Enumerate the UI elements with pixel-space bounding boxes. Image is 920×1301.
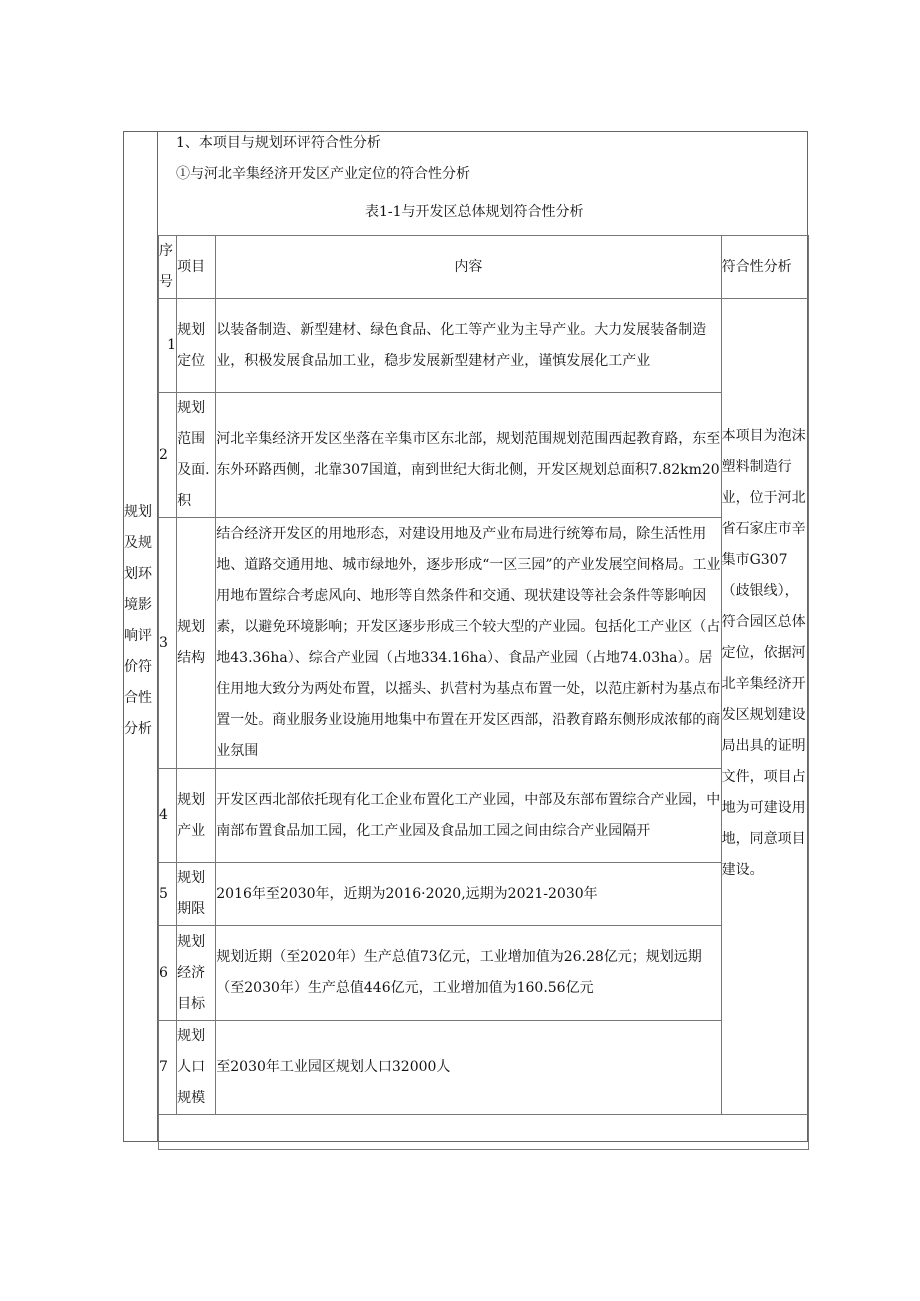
left-label: 规划及规划环境影响评价符合性分析 (124, 504, 152, 737)
table-title: 表1-1与开发区总体规划符合性分析 (365, 204, 584, 220)
row-item: 规划期限 (177, 863, 216, 926)
analysis-cell: 本项目为泡沫塑料制造行业，位于河北省石家庄市辛集市G307（歧银线），符合园区总体定位，依据河北辛集经济开发区规划建设局出具的证明文件，项目占地为可建设用地，同意项目建设。 (721, 299, 808, 1115)
empty-cell (159, 1115, 809, 1150)
header-analysis: 符合性分析 (721, 236, 808, 299)
table-row (159, 518, 809, 769)
row-item: 规划结构 (177, 518, 216, 769)
left-label-column (124, 132, 158, 1141)
table-row (159, 926, 809, 1021)
row-no: 7 (159, 1021, 177, 1115)
row-item: 规划范围及面.积 (177, 393, 216, 518)
table-row (159, 1021, 809, 1115)
header-seq: 序号 (159, 236, 177, 299)
row-content: 至2030年工业园区规划人口32000人 (216, 1021, 721, 1115)
table-header-row (159, 236, 809, 299)
row-content: 2016年至2030年，近期为2016·2020,远期为2021-2030年 (216, 863, 721, 926)
row-no: 3 (159, 518, 177, 769)
document-frame (123, 131, 808, 1142)
table-row (159, 393, 809, 518)
row-item: 规划定位 (177, 299, 216, 393)
section-heading: 1、本项目与规划环评符合性分析 (176, 135, 381, 151)
row-item: 规划产业 (177, 769, 216, 863)
row-no: 1 (159, 299, 177, 393)
table-row (159, 299, 809, 393)
row-content: 规划近期（至2020年）生产总值73亿元，工业增加值为26.28亿元；规划远期（至2030年）生产总值446亿元，工业增加值为160.56亿元 (216, 926, 721, 1021)
row-no: 2 (159, 393, 177, 518)
table-row (159, 863, 809, 926)
row-content: 河北辛集经济开发区坐落在辛集市区东北部，规划范围规划范围西起教育路，东至东外环路西侧，北靠307国道，南到世纪大街北侧，开发区规划总面积7.82km20 (216, 393, 721, 518)
row-no: 5 (159, 863, 177, 926)
compliance-table (158, 235, 809, 1150)
row-item: 规划人口规模 (177, 1021, 216, 1115)
row-no: 6 (159, 926, 177, 1021)
row-no: 4 (159, 769, 177, 863)
table-row (159, 769, 809, 863)
row-content: 以装备制造、新型建材、绿色食品、化工等产业为主导产业。大力发展装备制造业，积极发展食品加工业，稳步发展新型建材产业，谨慎发展化工产业 (216, 299, 721, 393)
row-content: 结合经济开发区的用地形态，对建设用地及产业布局进行统筹布局，除生活性用地、道路交通用地、城市绿地外，逐步形成“一区三园”的产业发展空间格局。工业用地布置综合考虑风向、地形等自然条件和交通、现状建设等社会条件等影响因素，以避免环境影响；开发区逐步形成三个较大型的产业园。包括化工产业区（占地43.36ha）、综合产业园（占地334.16ha）、食品产业园（占地74.03ha）。居住用地大致分为两处布置，以摇头、扒营村为基点布置一处，以范庄新村为基点布置一处。商业服务业设施用地集中布置在开发区西部，沿教育路东侧形成浓郁的商业氛围 (216, 518, 721, 769)
row-item: 规划经济目标 (177, 926, 216, 1021)
row-content: 开发区西北部依托现有化工企业布置化工产业园，中部及东部布置综合产业园，中南部布置食品加工园，化工产业园及食品加工园之间由综合产业园隔开 (216, 769, 721, 863)
header-content: 内容 (216, 236, 721, 299)
subsection-heading: ①与河北辛集经济开发区产业定位的符合性分析 (176, 166, 470, 182)
header-item: 项目 (177, 236, 216, 299)
empty-row (159, 1115, 809, 1150)
